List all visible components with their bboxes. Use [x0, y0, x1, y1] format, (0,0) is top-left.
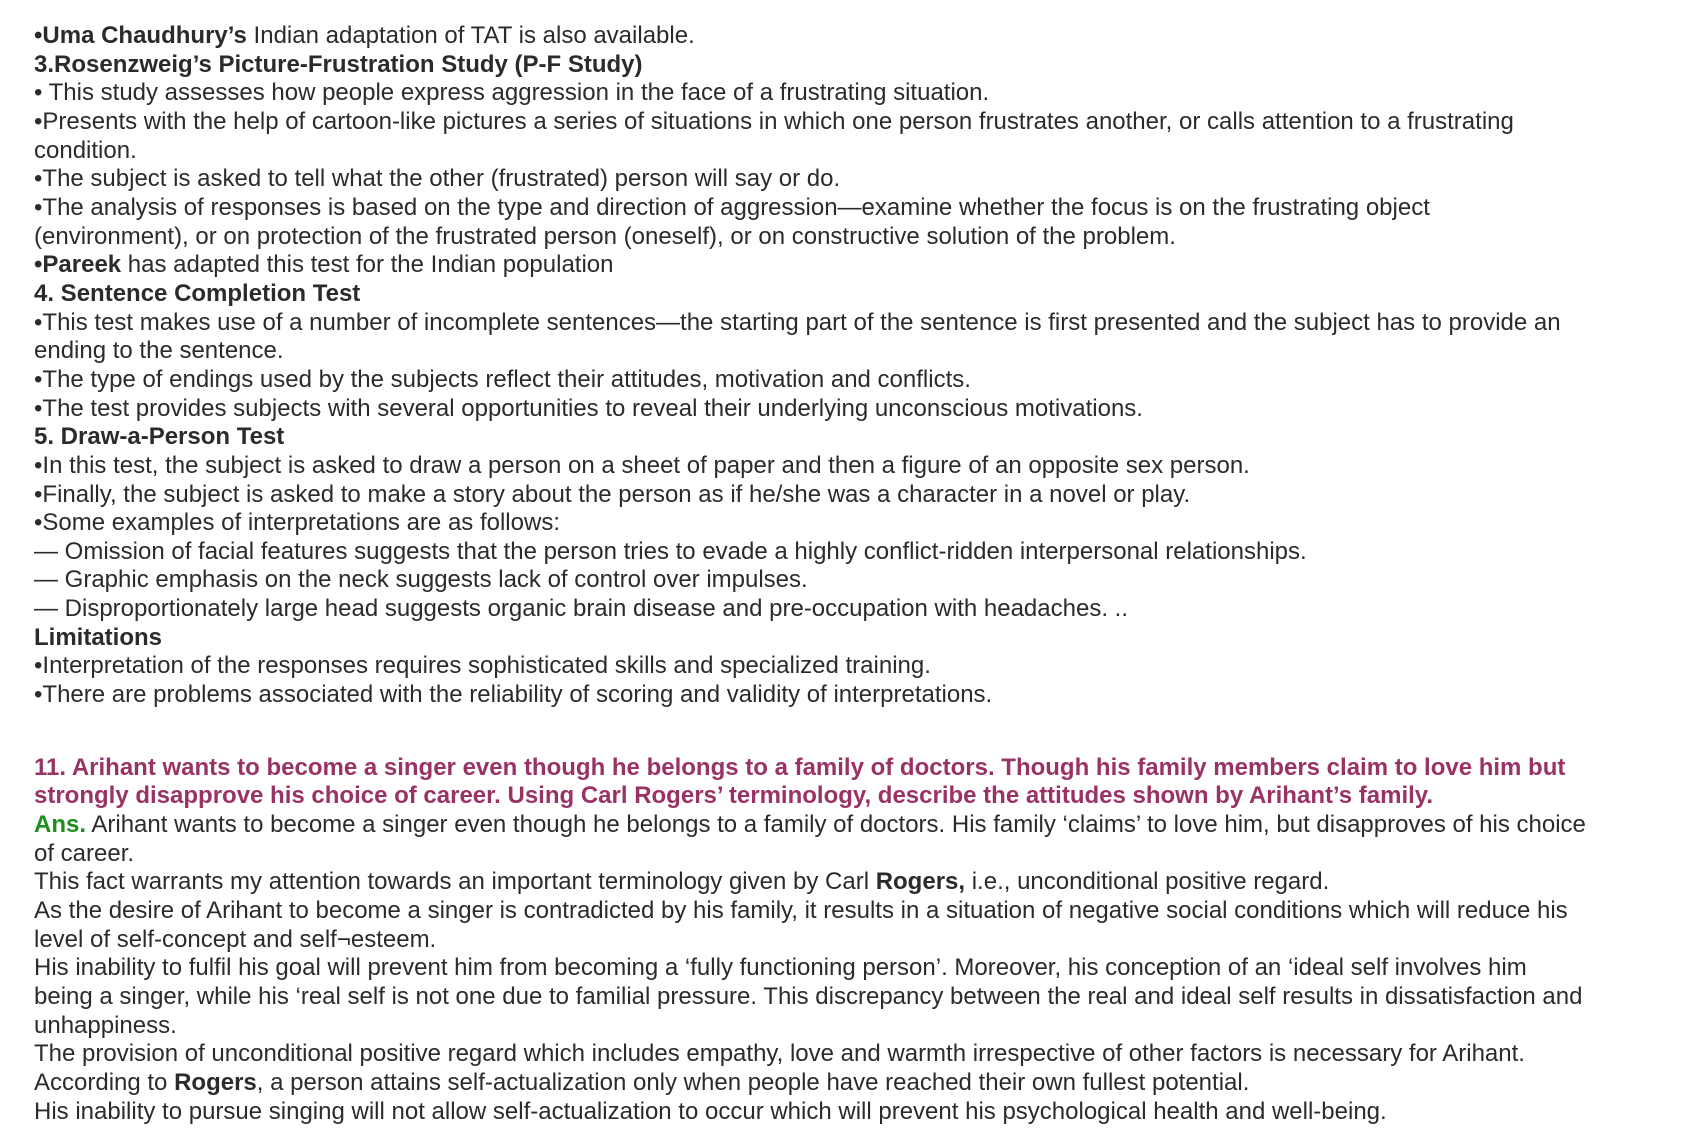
bullet-pf-presents-line-2	[34, 137, 1666, 166]
answer-line-7	[34, 983, 1666, 1012]
bullet-pf-analysis-line-2	[34, 223, 1666, 252]
bullet-sct-incomplete-line-2-run: ending to the sentence.	[34, 337, 284, 365]
bullet-dap-examples	[34, 509, 1666, 538]
answer-line-10-run: Rogers	[174, 1068, 257, 1096]
dash-large-head-run: — Disproportionately large head suggests organic brain disease and pre-occupation with headaches. ..	[34, 595, 1128, 623]
bullet-dap-draw-run: •In this test, the subject is asked to draw a person on a sheet of paper and then a figure of an opposite sex person.	[34, 451, 1250, 479]
bullet-uma-chaudhury-run: Indian adaptation of TAT is also available.	[246, 22, 695, 49]
answer-line-3-run: This fact warrants my attention towards an important terminology given by Carl	[34, 868, 876, 896]
answer-line-3-run: i.e., unconditional positive regard.	[965, 868, 1330, 896]
answer-line-2-run: of career.	[34, 839, 135, 867]
bullet-pf-subject-asked-run: •The subject is asked to tell what the other (frustrated) person will say or do.	[34, 165, 841, 193]
heading-draw-a-person-test	[34, 423, 1666, 452]
dash-omission-facial-run: — Omission of facial features suggests that the person tries to evade a highly conflict-ridden interpersonal relationships.	[34, 537, 1307, 565]
heading-pf-study-run: 3.Rosenzweig’s Picture-Frustration Study (P-F Study)	[34, 50, 643, 78]
bullet-dap-story-run: •Finally, the subject is asked to make a story about the person as if he/she was a character in a novel or play.	[34, 480, 1191, 508]
answer-line-11	[34, 1098, 1666, 1127]
answer-line-1	[34, 811, 1666, 840]
bullet-pf-subject-asked	[34, 165, 1666, 194]
bullet-pf-presents-line-1	[34, 108, 1666, 137]
bullet-pf-analysis-line-1	[34, 194, 1666, 223]
heading-sentence-completion-test	[34, 280, 1666, 309]
answer-line-3-run: Rogers,	[875, 868, 966, 896]
bullet-sct-opportunities-run: •The test provides subjects with several opportunities to reveal their underlying unconscious motivations.	[34, 394, 1143, 422]
dash-large-head	[34, 595, 1666, 624]
bullet-pf-assesses-run: • This study assesses how people express aggression in the face of a frustrating situation.	[34, 79, 990, 107]
bullet-uma-chaudhury-run: •Uma Chaudhury’s	[34, 22, 247, 49]
answer-line-3	[34, 868, 1666, 897]
bullet-sct-endings-run: •The type of endings used by the subjects reflect their attitudes, motivation and conflicts.	[34, 365, 971, 393]
dash-graphic-neck-run: — Graphic emphasis on the neck suggests lack of control over impulses.	[34, 566, 808, 594]
answer-line-7-run: being a singer, while his ‘real self is not one due to familial pressure. This discrepancy between the real and ideal self results in dissatisfaction and	[34, 983, 1583, 1010]
bullet-sct-opportunities	[34, 395, 1666, 424]
answer-line-10	[34, 1069, 1666, 1098]
bullet-sct-endings	[34, 366, 1666, 395]
bullet-dap-story	[34, 481, 1666, 510]
question-11-line-1	[34, 754, 1666, 783]
heading-limitations-run: Limitations	[34, 623, 163, 651]
answer-line-5	[34, 926, 1666, 955]
heading-sentence-completion-test-run: 4. Sentence Completion Test	[34, 279, 361, 307]
bullet-pareek-run: has adapted this test for the Indian population	[121, 251, 614, 279]
answer-line-11-run: His inability to pursue singing will not allow self-actualization to occur which will prevent his psychological health and well-being.	[34, 1097, 1387, 1125]
answer-line-4-run: As the desire of Arihant to become a singer is contradicted by his family, it results in a situation of negative social conditions which will reduce his	[34, 897, 1568, 925]
answer-line-8-run: unhappiness.	[34, 1011, 177, 1039]
bullet-sct-incomplete-line-1	[34, 309, 1666, 338]
answer-line-10-run: , a person attains self-actualization only when people have reached their own fullest potential.	[256, 1068, 1250, 1096]
answer-line-8	[34, 1012, 1666, 1041]
bullet-pareek-run: •Pareek	[34, 251, 122, 279]
bullet-limitation-reliability-run: •There are problems associated with the reliability of scoring and validity of interpretations.	[34, 681, 993, 709]
answer-line-2	[34, 840, 1666, 869]
bullet-limitation-skills-run: •Interpretation of the responses requires sophisticated skills and specialized training.	[34, 652, 931, 680]
answer-line-5-run: level of self-concept and self¬esteem.	[34, 925, 437, 953]
bullet-pf-assesses	[34, 79, 1666, 108]
bullet-pf-presents-line-2-run: condition.	[34, 136, 137, 164]
question-11-line-2	[34, 782, 1666, 811]
answer-line-9-run: The provision of unconditional positive regard which includes empathy, love and warmth irrespective of other factors is necessary for Arihant.	[34, 1040, 1525, 1068]
answer-line-6	[34, 954, 1666, 983]
bullet-pf-presents-line-1-run: •Presents with the help of cartoon-like pictures a series of situations in which one person frustrates another, or calls attention to a frustrating	[34, 107, 1514, 135]
bullet-dap-draw	[34, 452, 1666, 481]
document-content	[34, 22, 1666, 1126]
answer-line-4	[34, 897, 1666, 926]
bullet-sct-incomplete-line-2	[34, 337, 1666, 366]
bullet-pf-analysis-line-1-run: •The analysis of responses is based on the type and direction of aggression—examine whether the focus is on the frustrating object	[34, 193, 1430, 221]
question-11-line-2-run: strongly disapprove his choice of career. Using Carl Rogers’ terminology, describe the attitudes shown by Arihant’s family.	[34, 782, 1434, 810]
bullet-sct-incomplete-line-1-run: •This test makes use of a number of incomplete sentences—the starting part of the sentence is first presented and the subject has to provide an	[34, 308, 1561, 336]
heading-draw-a-person-test-run: 5. Draw-a-Person Test	[34, 423, 285, 451]
question-11-line-1-run: 11. Arihant wants to become a singer even though he belongs to a family of doctors. Though his family members claim to love him but	[34, 753, 1566, 781]
answer-line-10-run: According to	[34, 1068, 175, 1096]
answer-line-6-run: His inability to fulfil his goal will prevent him from becoming a ‘fully functioning person’. Moreover, his conception of an ‘ideal self involves him	[34, 954, 1527, 982]
section-gap	[34, 710, 1666, 754]
answer-line-1-run: Ans.	[34, 811, 87, 839]
heading-pf-study	[34, 51, 1666, 80]
heading-limitations	[34, 624, 1666, 653]
bullet-limitation-reliability	[34, 681, 1666, 710]
bullet-pf-analysis-line-2-run: (environment), or on protection of the frustrated person (oneself), or on constructive solution of the problem.	[34, 222, 1176, 250]
bullet-limitation-skills	[34, 652, 1666, 681]
dash-graphic-neck	[34, 566, 1666, 595]
bullet-dap-examples-run: •Some examples of interpretations are as follows:	[34, 509, 560, 537]
answer-line-9	[34, 1040, 1666, 1069]
bullet-pareek	[34, 251, 1666, 280]
bullet-uma-chaudhury	[34, 22, 1666, 51]
dash-omission-facial	[34, 538, 1666, 567]
answer-line-1-run: Arihant wants to become a singer even though he belongs to a family of doctors. His family ‘claims’ to love him, but disapproves of his choice	[86, 811, 1586, 839]
